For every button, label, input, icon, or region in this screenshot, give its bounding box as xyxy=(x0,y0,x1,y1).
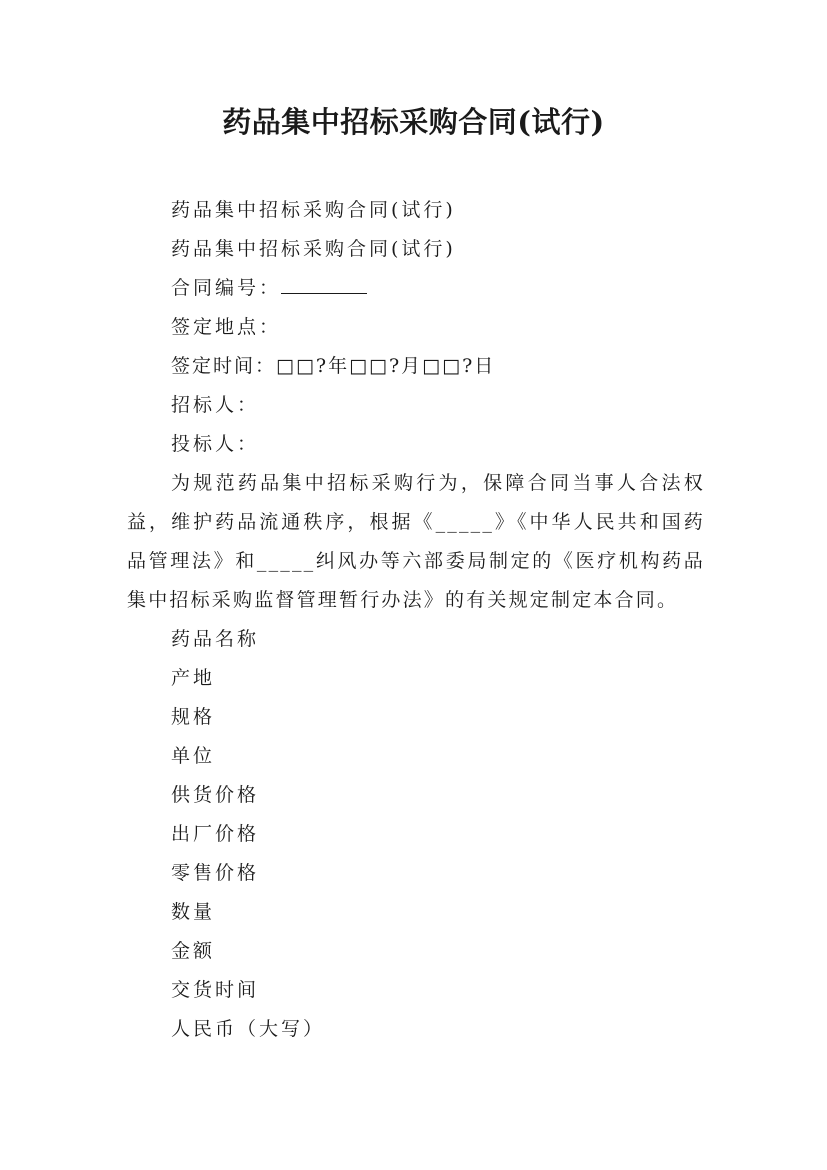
field-origin: 产地 xyxy=(171,667,216,689)
field-rmb-uppercase: 人民币（大写） xyxy=(171,1018,326,1040)
sign-place-label: 签定地点： xyxy=(171,316,282,338)
field-drug-name: 药品名称 xyxy=(171,628,260,650)
field-specification: 规格 xyxy=(171,706,216,728)
contract-number-line xyxy=(171,269,367,308)
sign-time-label: 签定时间：□□?年□□?月□□?日 xyxy=(171,355,496,377)
contract-number-blank xyxy=(281,271,367,294)
field-quantity: 数量 xyxy=(171,901,216,923)
bidder-label: 招标人： xyxy=(171,394,260,416)
document-title: 药品集中招标采购合同(试行) xyxy=(222,105,605,139)
field-supply-price: 供货价格 xyxy=(171,784,260,806)
document-subtitle: 药品集中招标采购合同(试行) xyxy=(171,238,456,260)
field-retail-price: 零售价格 xyxy=(171,862,260,884)
contract-number-label: 合同编号： xyxy=(171,277,282,299)
field-factory-price: 出厂价格 xyxy=(171,823,260,845)
document-subtitle: 药品集中招标采购合同(试行) xyxy=(171,199,456,221)
field-delivery-time: 交货时间 xyxy=(171,979,260,1001)
field-unit: 单位 xyxy=(171,745,216,767)
intro-paragraph: 为规范药品集中招标采购行为，保障合同当事人合法权益，维护药品流通秩序，根据《_____》《中华人民共和国药品管理法》和_____纠风办等六部委局制定的《医疗机构药品集中招标采购监督管理暂行办法》的有关规定制定本合同。 xyxy=(127,472,705,611)
field-amount: 金额 xyxy=(171,940,216,962)
tenderer-label: 投标人： xyxy=(171,433,260,455)
